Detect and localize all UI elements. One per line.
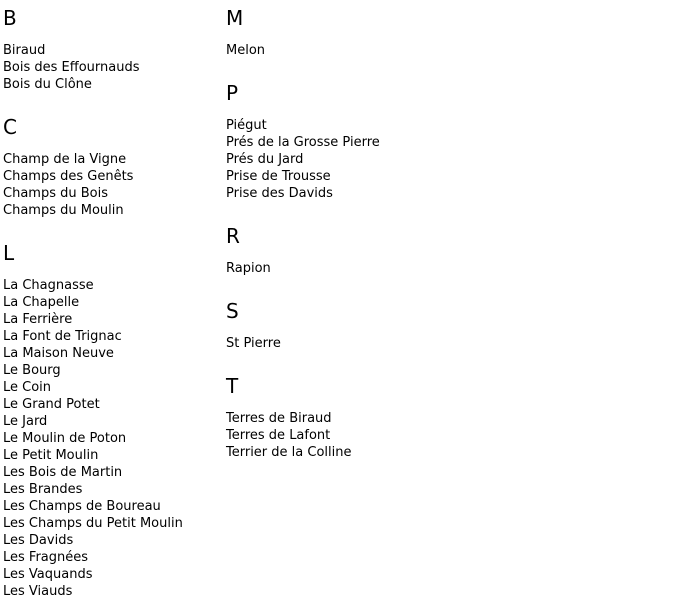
index-item: Les Champs de Boureau: [3, 499, 161, 514]
index-item: La Chapelle: [3, 295, 80, 310]
index-item: Les Vaquands: [3, 567, 93, 582]
index-section-m: [226, 6, 675, 59]
letter-heading: C: [3, 115, 17, 139]
index-item: Les Champs du Petit Moulin: [3, 516, 183, 531]
index-item: Rapion: [226, 261, 271, 276]
letter-heading: R: [226, 224, 240, 248]
index-item: La Font de Trignac: [3, 329, 122, 344]
letter-heading: M: [226, 6, 244, 30]
item-list: [226, 117, 675, 202]
index-item: Melon: [226, 43, 266, 58]
index-item: Prise de Trousse: [226, 169, 331, 184]
item-list: [226, 410, 675, 461]
index-item: Bois du Clône: [3, 77, 92, 92]
letter-heading: S: [226, 299, 239, 323]
letter-heading: P: [226, 81, 239, 105]
letter-heading: T: [226, 374, 239, 398]
index-item: Terres de Biraud: [226, 411, 332, 426]
letter-heading: L: [3, 241, 15, 265]
index-item: Les Viauds: [3, 584, 73, 599]
item-list: [226, 335, 675, 352]
index-section-r: [226, 224, 675, 277]
index-item: Piégut: [226, 118, 267, 133]
index-item: Champs du Bois: [3, 186, 108, 201]
index-item: Champs des Genêts: [3, 169, 134, 184]
index-item: Prise des Davids: [226, 186, 333, 201]
index-item: Prés de la Grosse Pierre: [226, 135, 380, 150]
index-item: Les Bois de Martin: [3, 465, 123, 480]
index-item: Terres de Lafont: [226, 428, 331, 443]
index-item: Le Petit Moulin: [3, 448, 99, 463]
item-list: [3, 151, 226, 219]
index-section-b: [3, 6, 226, 93]
index-item: Le Grand Potet: [3, 397, 100, 412]
item-list: [3, 277, 226, 600]
index-column-left: [3, 6, 226, 600]
index-section-s: [226, 299, 675, 352]
item-list: [3, 42, 226, 93]
index-item: La Maison Neuve: [3, 346, 114, 361]
index-item: Champs du Moulin: [3, 203, 124, 218]
index-section-c: [3, 115, 226, 219]
index-item: Terrier de la Colline: [226, 445, 352, 460]
index-item: Bois des Effournauds: [3, 60, 140, 75]
index-item: Champ de la Vigne: [3, 152, 127, 167]
index-item: Prés du Jard: [226, 152, 304, 167]
index-section-l: [3, 241, 226, 600]
index-section-p: [226, 81, 675, 202]
index-item: La Ferrière: [3, 312, 73, 327]
index-item: Le Bourg: [3, 363, 61, 378]
index-section-t: [226, 374, 675, 461]
index-item: Biraud: [3, 43, 46, 58]
index-item: St Pierre: [226, 336, 281, 351]
index-item: Les Fragnées: [3, 550, 89, 565]
index-item: Les Davids: [3, 533, 74, 548]
index-item: Le Jard: [3, 414, 48, 429]
index-item: Les Brandes: [3, 482, 83, 497]
letter-heading: B: [3, 6, 17, 30]
index-item: La Chagnasse: [3, 278, 94, 293]
item-list: [226, 42, 675, 59]
index-item: Le Coin: [3, 380, 52, 395]
index-item: Le Moulin de Poton: [3, 431, 127, 446]
index-column-right: [226, 6, 675, 600]
item-list: [226, 260, 675, 277]
